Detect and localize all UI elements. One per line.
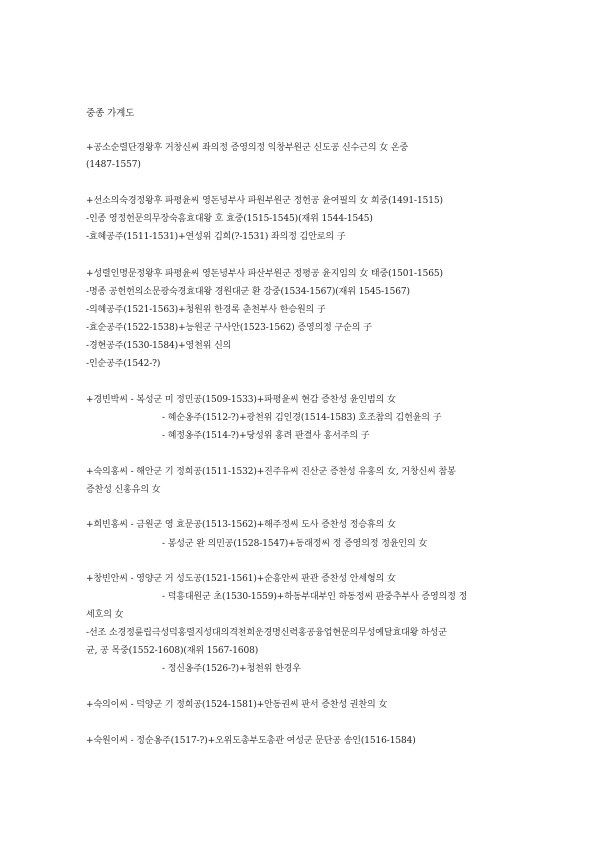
text-line: +희빈홍씨 - 금원군 영 효문공(1513-1562)+해주정씨 도사 증찬성 정승휴의 女: [86, 520, 396, 530]
text-line: - 봉성군 완 의민공(1528-1547)+동래정씨 정 증영의정 정윤인의 女: [162, 539, 428, 549]
text-line: 세호의 女: [86, 610, 124, 620]
text-line: - 혜순옹주(1512-?)+광천위 김인경(1514-1583) 호조참의 김헌윤의 子: [162, 413, 442, 423]
text-line: +숙의이씨 - 덕양군 기 정희공(1524-1581)+안동권씨 판서 증찬성 권찬의 女: [86, 700, 388, 710]
text-line: +경빈박씨 - 복성군 미 정민공(1509-1533)+파평윤씨 현감 증찬성 윤인범의 女: [86, 395, 396, 405]
text-line: 균, 공 목중(1552-1608)(재위 1567-1608): [86, 646, 259, 656]
text-line: +숙원이씨 - 정순옹주(1517-?)+오위도총부도총관 여성군 문단공 송인(1516-1584): [86, 736, 416, 746]
text-line: (1487-1557): [86, 160, 141, 170]
text-line: 증찬성 신홍유의 女: [86, 485, 161, 495]
text-line: +숙의홍씨 - 해안군 기 정희공(1511-1532)+진주유씨 진산군 증찬성 유홍의 女, 거창신씨 참봉: [86, 467, 456, 477]
text-line: -의혜공주(1521-1563)+청원위 한경록 춘천부사 한승원의 子: [86, 305, 326, 315]
text-line: -효혜공주(1511-1531)+연성위 김희(?-1531) 좌의정 김안로의 子: [86, 232, 346, 242]
text-line: - 정신옹주(1526-?)+청천위 한경우: [162, 664, 301, 674]
text-line: -인순공주(1542-?): [86, 359, 161, 369]
text-line: -선조 소경정륜립극성덕홍렬지성대의격천희운경명신력홍공융업현문의무성예달효대왕 하성군: [86, 628, 447, 638]
text-line: -경현공주(1530-1584)+영천위 신의: [86, 341, 232, 351]
text-line: +공소순렬단경왕후 거창신씨 좌의정 증영의정 익창부원군 신도공 신수근의 女 온중: [86, 143, 409, 153]
text-line: +창빈안씨 - 영양군 거 성도공(1521-1561)+순흥안씨 판관 증찬성 안세형의 女: [86, 574, 396, 584]
text-line: -효순공주(1522-1538)+능원군 구사안(1523-1562) 증영의정 구순의 子: [86, 323, 372, 333]
text-line: - 덕흥대원군 초(1530-1559)+하동부대부인 하동정씨 판중추부사 증영의정 정: [162, 592, 468, 602]
document-title: 중종 가계도: [86, 108, 135, 119]
text-line: - 혜정옹주(1514-?)+당성위 홍려 판결사 홍서주의 子: [162, 431, 370, 441]
text-line: -인종 영정헌문의무장숙흠효대왕 호 효중(1515-1545)(재위 1544-1545): [86, 214, 373, 224]
text-line: +성렬인명문정왕후 파평윤씨 영돈녕부사 파산부원군 정평공 윤지임의 女 태중(1501-1565): [86, 269, 443, 279]
text-line: +선소의숙경정왕후 파평윤씨 영돈녕부사 파원부원군 정헌공 윤여필의 女 희중(1491-1515): [86, 196, 443, 206]
text-line: -명종 공헌헌의소문광숙경효대왕 경원대군 환 강중(1534-1567)(재위 1545-1567): [86, 287, 410, 297]
